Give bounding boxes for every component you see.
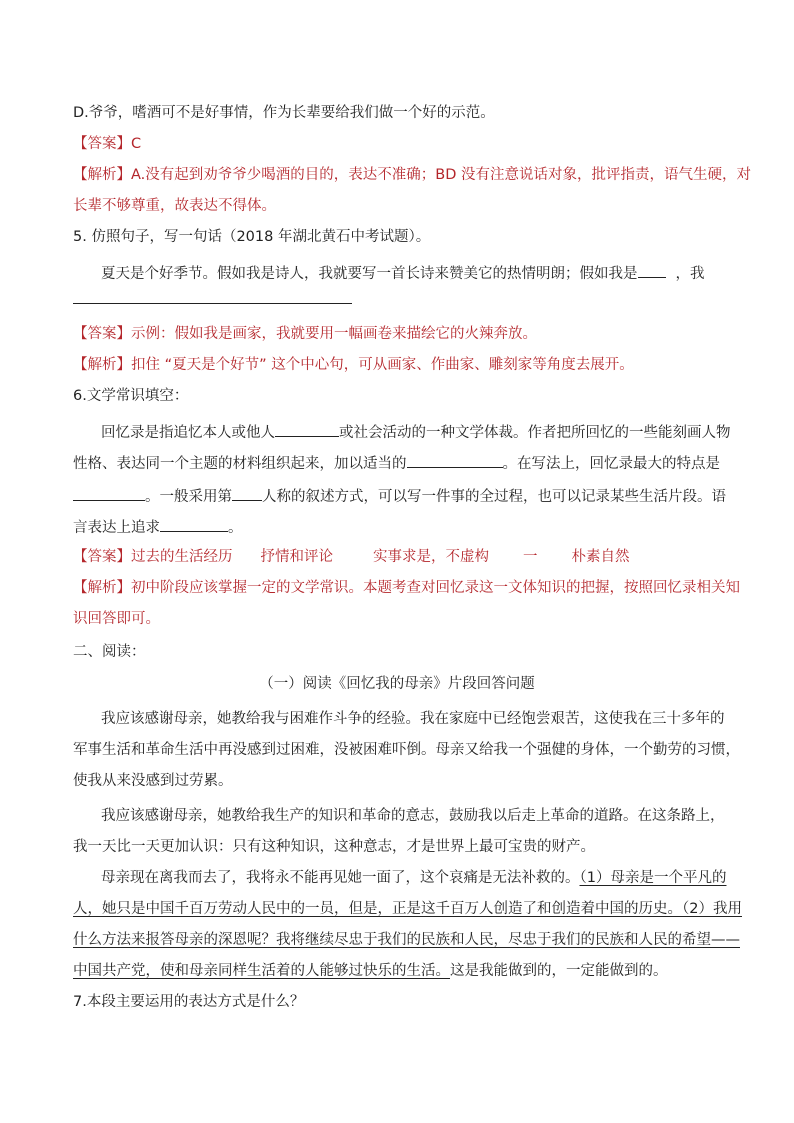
q6-a2: 或社会活动的一种文学体裁。作者把所回忆的一些能刻画人物: [339, 425, 731, 441]
answer-item-4: 一: [523, 549, 538, 565]
blank: [275, 421, 339, 437]
question-6-line-b: [73, 452, 723, 474]
q6-c2: 人称的叙述方式，可以写一件事的全过程，也可以记录某些生活片段。语: [262, 489, 726, 505]
analysis-line-6b: 识回答即可。: [73, 611, 160, 627]
answer-item-1: 过去的生活经历: [131, 549, 233, 565]
question-6-line-c: [73, 485, 726, 507]
analysis-tag: 【解析】: [73, 580, 131, 596]
section-heading: 二、阅读：: [73, 644, 146, 660]
answer-item-2: 抒情和评论: [260, 549, 333, 565]
reading-title: （一）阅读《回忆我的母亲》片段回答问题: [259, 676, 535, 692]
answer-line-5: [73, 324, 723, 344]
answer-line-6: [73, 547, 723, 567]
analysis-line-6a: [73, 578, 740, 598]
q5-text-a: 夏天是个好季节。假如我是诗人，我就要写一首长诗来赞美它的热情明朗；假如我是: [101, 266, 638, 282]
passage-p2a: 我应该感谢母亲，她教给我生产的知识和革命的意志，鼓励我以后走上革命的道路。在这条路上，: [101, 808, 725, 824]
q6-d2: 。: [228, 520, 243, 536]
analysis-line-1a: [73, 165, 751, 185]
q5-text-b: ，我: [675, 266, 705, 282]
analysis-tag: 【解析】: [73, 167, 131, 183]
blank: [160, 516, 228, 532]
analysis-text: 初中阶段应该掌握一定的文学常识。本题考查对回忆录这一文体知识的把握，按照回忆录相关知: [131, 580, 740, 596]
p3a-plain: 母亲现在离我而去了，我将永不能再见她一面了，这个哀痛是无法补救的。: [101, 870, 580, 886]
passage-p3a: [101, 868, 727, 888]
answer-item-5: 朴素自然: [571, 549, 630, 565]
analysis-line-1b: 长辈不够尊重，故表达不得体。: [73, 198, 276, 214]
passage-p1c: 使我从来没感到过劳累。: [73, 773, 233, 789]
answer-tag: 【答案】: [73, 136, 131, 152]
answer-blank-line: [73, 303, 352, 304]
p3d-underlined: 中国共产党，使和母亲同样生活着的人能够过快乐的生活。: [73, 963, 450, 979]
passage-p1a: 我应该感谢母亲，她教给我与困难作斗争的经验。我在家庭中已经饱尝艰苦，这使我在三十多年的: [101, 711, 725, 727]
q6-d1: 言表达上追求: [73, 520, 160, 536]
blank: [73, 485, 145, 501]
passage-p3c: 什么方法来报答母亲的深恩呢？我将继续尽忠于我们的民族和人民，尽忠于我们的民族和人民的希望——: [73, 932, 740, 948]
q6-a1: 回忆录是指追忆本人或他人: [101, 425, 275, 441]
question-7: 7.本段主要运用的表达方式是什么？: [73, 994, 305, 1010]
answer-tag: 【答案】: [73, 326, 131, 342]
analysis-text: A.没有起到劝爷爷少喝酒的目的，表达不准确；BD 没有注意说话对象，批评指责，语气生硬，对: [131, 167, 751, 183]
blank: [407, 452, 503, 468]
question-6-line-a: [101, 421, 731, 443]
blank: [638, 262, 666, 278]
passage-p3b: 人，她只是中国千百万劳动人民中的一员，但是，正是这千百万人创造了和创造着中国的历史。（2）我用: [73, 901, 742, 917]
option-d: D.爷爷，嗜酒可不是好事情，作为长辈要给我们做一个好的示范。: [73, 105, 495, 121]
question-6-line-d: [73, 516, 723, 538]
answer-line-1: [73, 134, 723, 154]
analysis-tag: 【解析】: [73, 357, 131, 373]
answer-text: C: [131, 136, 142, 152]
q6-b1: 性格、表达同一个主题的材料组织起来，加以适当的: [73, 456, 407, 472]
question-5-text: [101, 262, 723, 284]
analysis-line-5: [73, 355, 723, 375]
answer-tag: 【答案】: [73, 549, 131, 565]
q6-c1: 。一般采用第: [145, 489, 232, 505]
p3a-underlined: （1）母亲是一个平凡的: [579, 870, 727, 886]
blank: [232, 485, 262, 501]
question-5: 5. 仿照句子，写一句话（2018 年湖北黄石中考试题）。: [73, 229, 431, 245]
passage-p2b: 我一天比一天更加认识：只有这种知识，这种意志，才是世界上最可宝贵的财产。: [73, 839, 595, 855]
answer-text: 示例：假如我是画家，我就要用一幅画卷来描绘它的火辣奔放。: [131, 326, 537, 342]
p3d-plain: 这是我能做到的，一定能做到的。: [450, 963, 668, 979]
passage-p1b: 军事生活和革命生活中再没感到过困难，没被困难吓倒。母亲又给我一个强健的身体，一个勤劳的习惯，: [73, 742, 740, 758]
answer-item-3: 实事求是，不虚构: [373, 549, 489, 565]
q6-b2: 。在写法上，回忆录最大的特点是: [502, 456, 720, 472]
question-6: 6.文学常识填空：: [73, 388, 189, 404]
passage-p3d: [73, 961, 723, 981]
analysis-text: 扣住 “夏天是个好节” 这个中心句，可从画家、作曲家、雕刻家等角度去展开。: [131, 357, 634, 373]
